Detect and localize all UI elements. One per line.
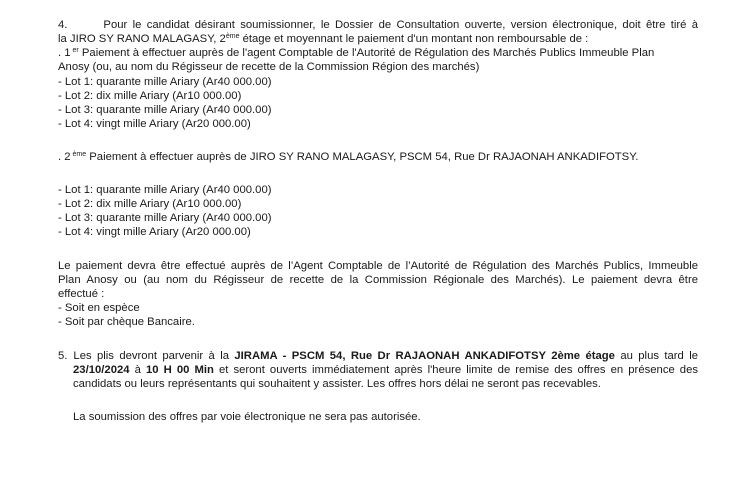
lot-list-item: - Lot 1: quarante mille Ariary (Ar40 000.00) [58, 76, 272, 88]
payment-method-item: - Soit en espèce [58, 302, 140, 314]
first-payment-line: . 1 $^{er}$ Paiement à effectuer auprès de l'agent Comptable de l'Autorité de Régulation des Marchés Publics Immeuble Plan [58, 47, 655, 59]
deadline-date: 23/10/2024 [73, 364, 130, 376]
second-payment-line: . 2 $^{ème}$ Paiement à effectuer auprès de JIRO SY RANO MALAGASY, PSCM 54, Rue Dr RAJAONAH ANKADIFOTSY. [58, 151, 639, 163]
first-payment-continuation: Anosy (ou, au nom du Régisseur de recette de la Commission Région des marchés) [58, 61, 480, 73]
section4-line2: la JIRO SY RANO MALAGASY, 2ème étage et moyennant le paiement d'un montant non remboursable de : [58, 33, 589, 45]
lot-list-item: - Lot 3: quarante mille Ariary (Ar40 000.00) [58, 104, 272, 116]
section5-third-line: candidats ou leurs représentants qui souhaitent y assister. Les offres hors délai ne seront pas recevables. [73, 378, 601, 390]
delivery-address: JIRAMA - PSCM 54, Rue Dr RAJAONAH ANKADIFOTSY 2ème étage [234, 350, 615, 362]
lot-list-item: - Lot 4: vingt mille Ariary (Ar20 000.00) [58, 226, 251, 238]
lot-list-item: - Lot 4: vingt mille Ariary (Ar20 000.00) [58, 118, 251, 130]
section5-number: 5. [58, 350, 68, 362]
section4-first-line [58, 19, 698, 33]
electronic-submission-note: La soumission des offres par voie électronique ne sera pas autorisée. [73, 411, 421, 423]
section4-number: 4. [58, 19, 68, 31]
payment-method-item: - Soit par chèque Bancaire. [58, 316, 195, 328]
payment-paragraph-line: effectué : [58, 288, 105, 300]
payment-paragraph-line: Plan Anosy ou (au nom du Régisseur de recette de la Commission Régionale des Marchés). Le paiement devra être [58, 274, 698, 286]
section4-intro-text: Pour le candidat désirant soumissionner, le Dossier de Consultation ouverte, version électronique, doit être tiré à [103, 19, 698, 31]
section5-first-line: 5. Les plis devront parvenir à la JIRAMA - PSCM 54, Rue Dr RAJAONAH ANKADIFOTSY 2ème étage au plus tard le [58, 350, 698, 362]
lot-list-item: - Lot 2: dix mille Ariary (Ar10 000.00) [58, 90, 242, 102]
lot-list-item: - Lot 3: quarante mille Ariary (Ar40 000.00) [58, 212, 272, 224]
lot-list-item: - Lot 1: quarante mille Ariary (Ar40 000.00) [58, 184, 272, 196]
section5-second-line: 23/10/2024 à 10 H 00 Min et seront ouverts immédiatement après l'heure limite de remise des offres en présence des [73, 364, 699, 376]
payment-paragraph-line: Le paiement devra être effectué auprès de l’Agent Comptable de l’Autorité de Régulation des Marchés Publics, Immeuble [58, 260, 698, 272]
deadline-time: 10 H 00 Min [145, 364, 214, 376]
lot-list-item: - Lot 2: dix mille Ariary (Ar10 000.00) [58, 198, 242, 210]
